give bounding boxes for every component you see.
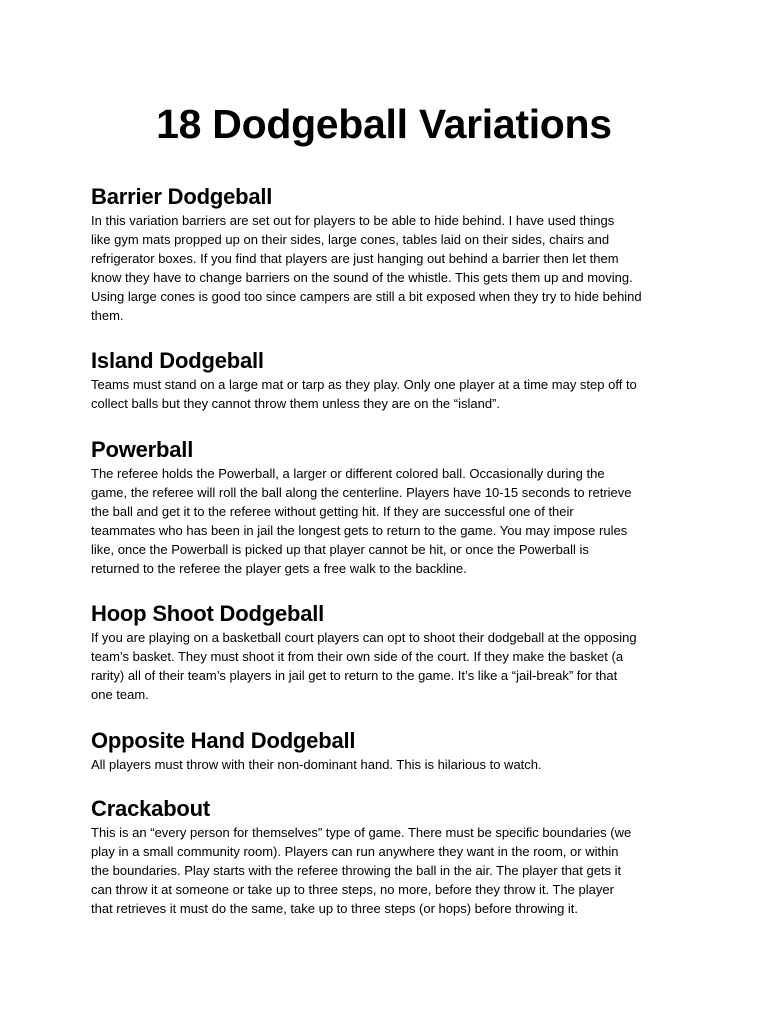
body-line: Using large cones is good too since campers are still a bit exposed when they try to hide behind: [91, 289, 642, 304]
section-body: [91, 823, 681, 918]
body-line: the ball and get it to the referee without getting hit. If they are successful one of their: [91, 504, 574, 519]
body-line: Teams must stand on a large mat or tarp as they play. Only one player at a time may step off to: [91, 377, 637, 392]
section-heading: Hoop Shoot Dodgeball: [91, 601, 325, 626]
body-line: refrigerator boxes. If you find that players are just hanging out behind a barrier then let them: [91, 251, 619, 266]
body-line: This is an “every person for themselves” type of game. There must be specific boundaries (we: [91, 825, 632, 840]
section-body: [91, 375, 681, 413]
body-line: like gym mats propped up on their sides, large cones, tables laid on their sides, chairs and: [91, 232, 610, 247]
body-line: play in a small community room). Players can run anywhere they want in the room, or within: [91, 844, 619, 859]
body-line: them.: [91, 308, 124, 323]
body-line: the boundaries. Play starts with the referee throwing the ball in the air. The player that gets it: [91, 863, 622, 878]
body-line: The referee holds the Powerball, a larger or different colored ball. Occasionally during the: [91, 466, 605, 481]
section-heading: Crackabout: [91, 796, 211, 821]
body-line: All players must throw with their non-dominant hand. This is hilarious to watch.: [91, 757, 542, 772]
section-heading: Barrier Dodgeball: [91, 184, 273, 209]
section-body: [91, 628, 681, 704]
body-line: like, once the Powerball is picked up that player cannot be hit, or once the Powerball is: [91, 542, 589, 557]
body-line: In this variation barriers are set out for players to be able to hide behind. I have used things: [91, 213, 615, 228]
page-title: 18 Dodgeball Variations: [156, 101, 612, 147]
body-line: game, the referee will roll the ball along the centerline. Players have 10-15 seconds to retrieve: [91, 485, 632, 500]
body-line: that retrieves it must do the same, take up to three steps (or hops) before throwing it.: [91, 901, 579, 916]
section-crackabout: [91, 795, 681, 918]
section-heading: Opposite Hand Dodgeball: [91, 728, 356, 753]
body-line: one team.: [91, 687, 149, 702]
section-heading: Island Dodgeball: [91, 348, 264, 373]
body-line: can throw it at someone or take up to three steps, no more, before they throw it. The player: [91, 882, 614, 897]
section-body: [91, 464, 681, 578]
body-line: collect balls but they cannot throw them unless they are on the “island”.: [91, 396, 500, 411]
section-heading: Powerball: [91, 437, 194, 462]
section-opposite-hand-dodgeball: [91, 727, 681, 774]
body-line: If you are playing on a basketball court players can opt to shoot their dodgeball at the opposing: [91, 630, 637, 645]
section-body: [91, 755, 681, 774]
body-line: teammates who has been in jail the longest gets to return to the game. You may impose rules: [91, 523, 628, 538]
body-line: returned to the referee the player gets a free walk to the backline.: [91, 561, 467, 576]
body-line: know they have to change barriers on the sound of the whistle. This gets them up and moving.: [91, 270, 633, 285]
body-line: rarity) all of their team’s players in jail get to return to the game. It’s like a “jail-break” for that: [91, 668, 618, 683]
section-island-dodgeball: [91, 347, 681, 413]
body-line: team’s basket. They must shoot it from their own side of the court. If they make the basket (a: [91, 649, 624, 664]
section-barrier-dodgeball: [91, 183, 681, 325]
section-powerball: [91, 436, 681, 578]
section-body: [91, 211, 681, 325]
section-hoop-shoot-dodgeball: [91, 600, 681, 704]
